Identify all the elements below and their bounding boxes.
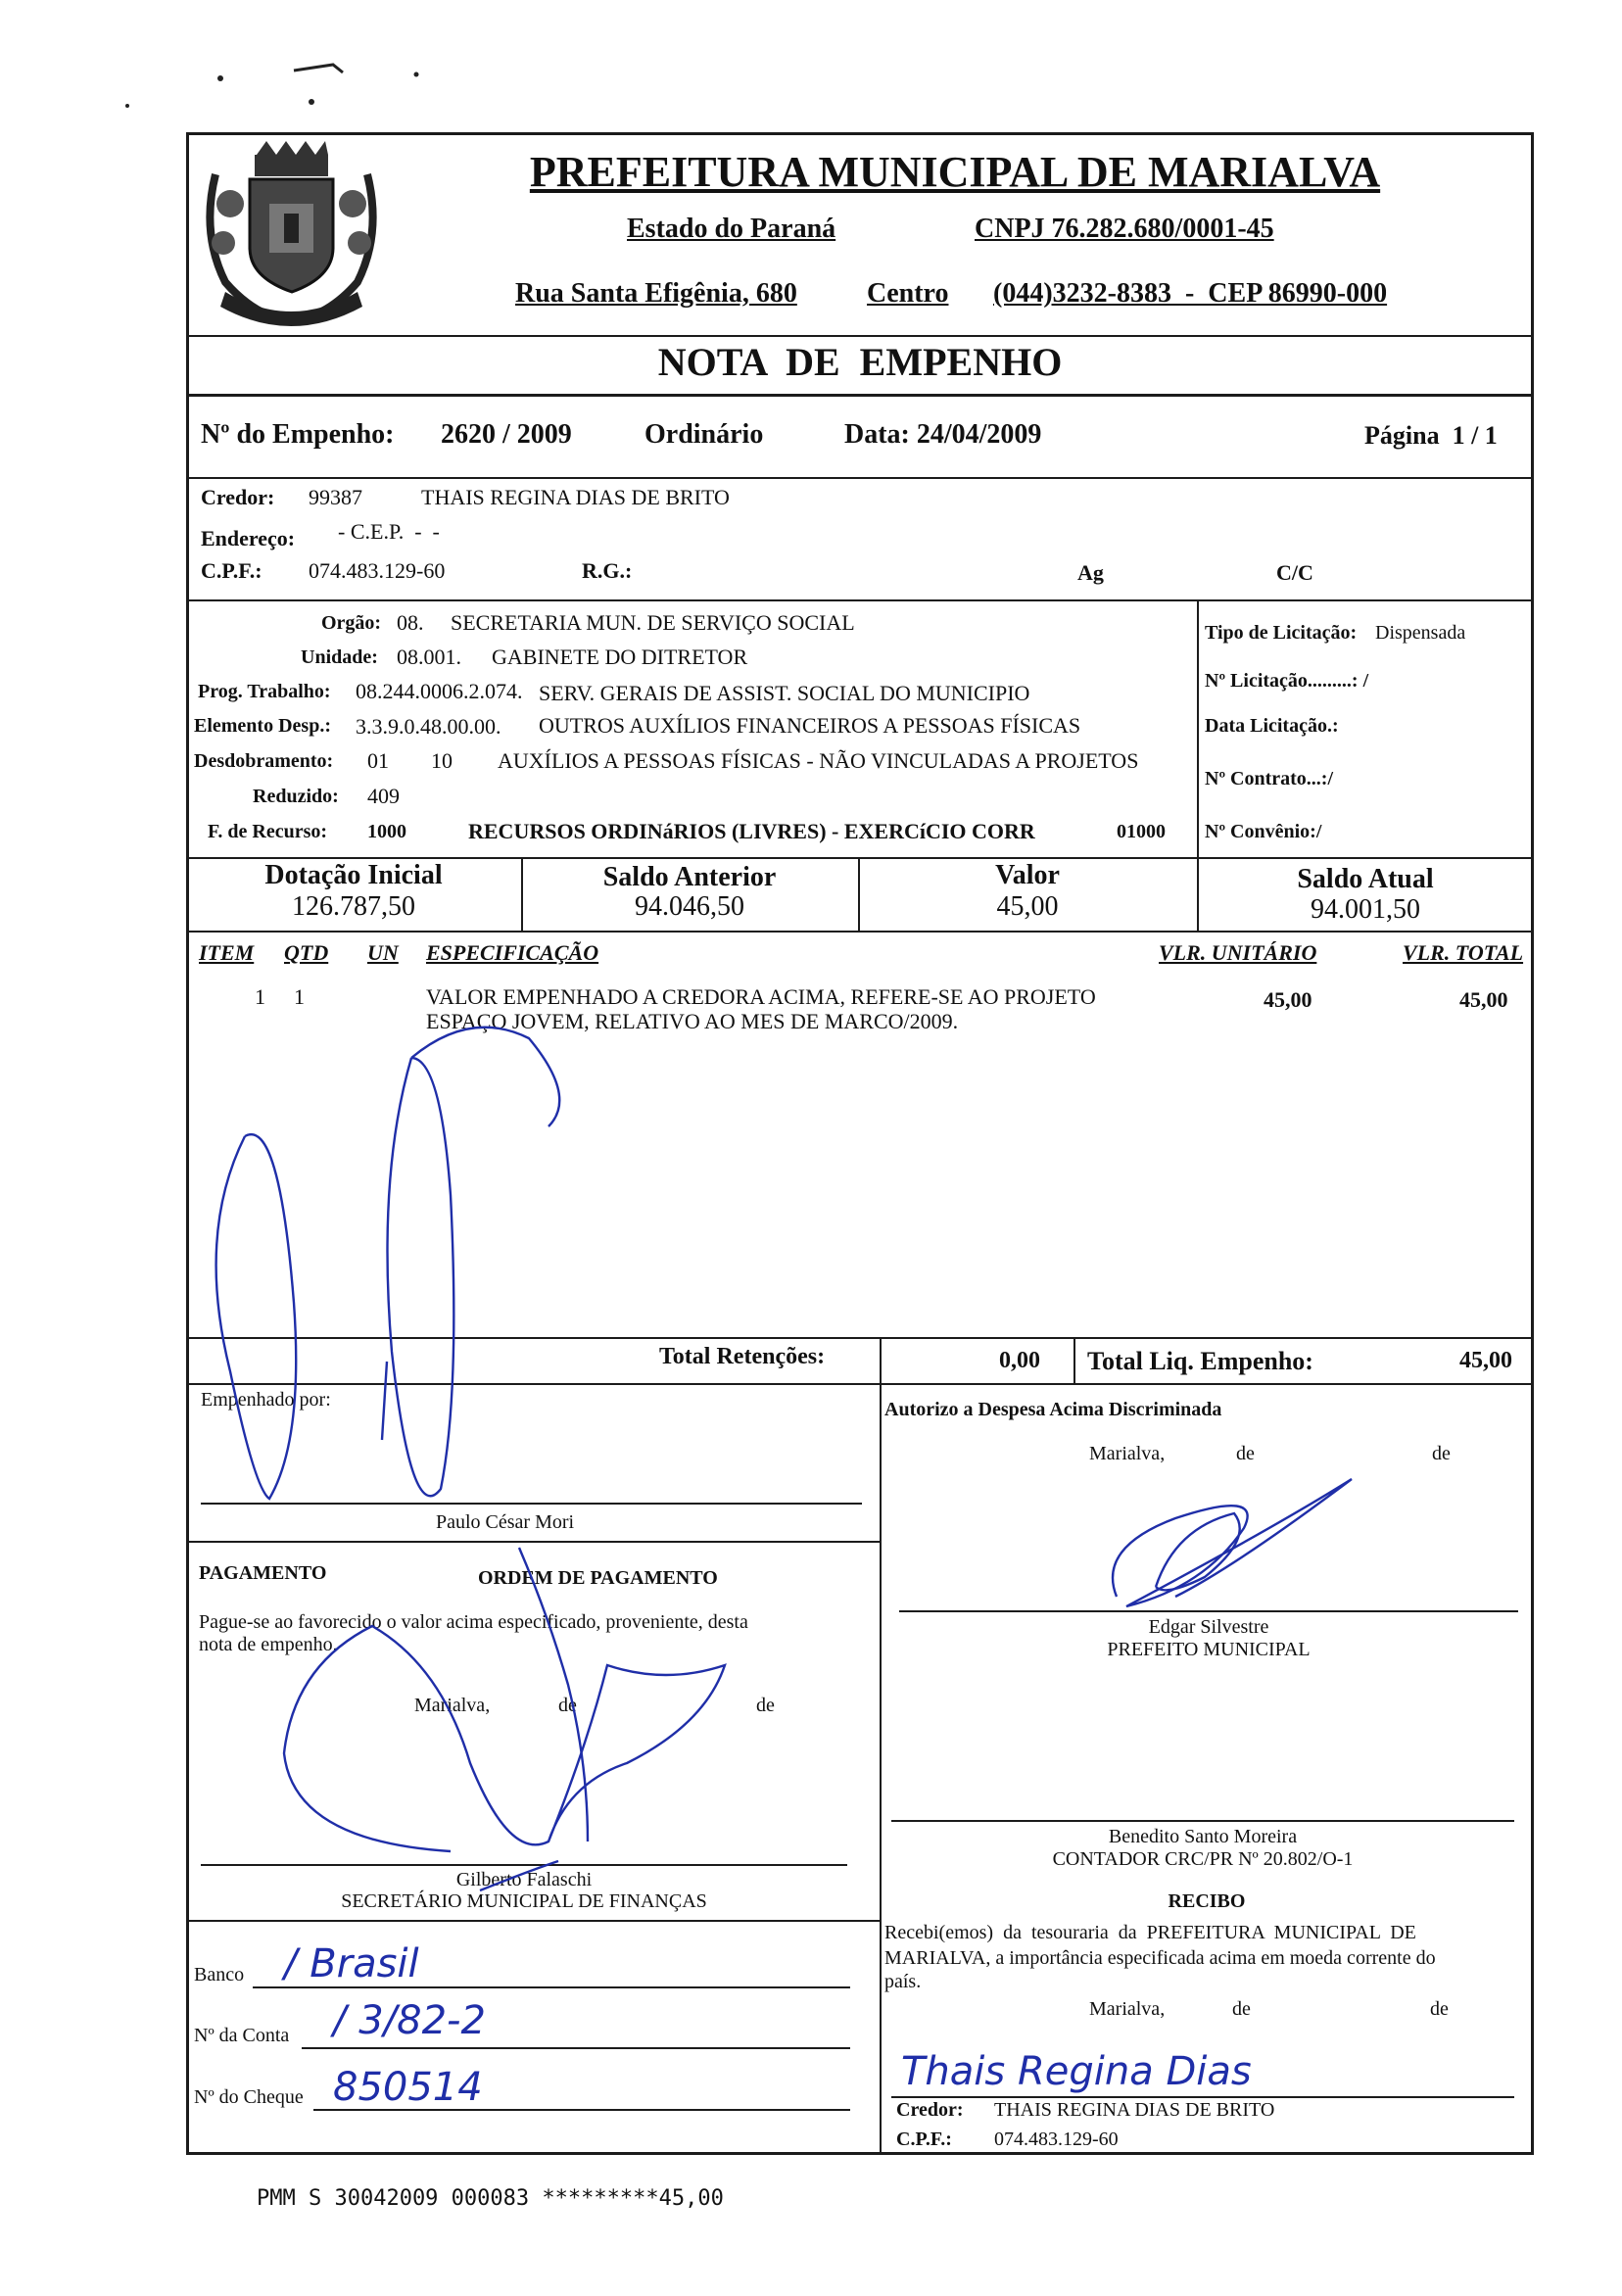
recibo-text-2: MARIALVA, a importância especificada acima em moeda corrente do xyxy=(884,1947,1436,1969)
row-spec-1: VALOR EMPENHADO A CREDORA ACIMA, REFERE-SE AO PROJETO xyxy=(426,984,1096,1009)
row-unit-value: 45,00 xyxy=(1264,987,1312,1012)
tipo-licitacao-label: Tipo de Licitação: xyxy=(1205,622,1358,644)
row-item: 1 xyxy=(255,984,265,1009)
unidade-name: GABINETE DO DITRETOR xyxy=(492,645,748,669)
pagamento-de-1: de xyxy=(558,1695,577,1716)
conta-value: / 3/82-2 xyxy=(333,1998,486,2043)
contador-name: Benedito Santo Moreira xyxy=(1108,1826,1298,1847)
pagamento-text-1: Pague-se ao favorecido o valor acima especificado, proveniente, desta xyxy=(199,1611,748,1633)
contador-title: CONTADOR CRC/PR Nº 20.802/O-1 xyxy=(1052,1848,1354,1870)
recibo-de-1: de xyxy=(1232,1998,1251,2020)
recibo-city: Marialva, xyxy=(1089,1998,1166,2020)
valor-label: Valor xyxy=(995,860,1060,890)
ag-label: Ag xyxy=(1077,560,1104,585)
unidade-label: Unidade: xyxy=(301,646,378,668)
row-spec-2: ESPAÇO JOVEM, RELATIVO AO MES DE MARCO/2009. xyxy=(426,1009,959,1033)
cpf-label: C.P.F.: xyxy=(201,558,262,583)
banco-value: / Brasil xyxy=(284,1941,419,1986)
street-address: Rua Santa Efigênia, 680 xyxy=(515,278,797,309)
elemento-name: OUTROS AUXÍLIOS FINANCEIROS A PESSOAS FÍSICAS xyxy=(539,713,1081,738)
phone-cep: (044)3232-8383 - CEP 86990-000 xyxy=(993,278,1388,309)
autorizo-label: Autorizo a Despesa Acima Discriminada xyxy=(884,1399,1222,1420)
recibo-cpf-value: 074.483.129-60 xyxy=(994,2129,1119,2150)
recibo-cpf-label: C.P.F.: xyxy=(896,2129,952,2150)
recibo-de-2: de xyxy=(1430,1998,1449,2020)
autorizo-de-2: de xyxy=(1432,1443,1451,1464)
dotacao-label: Dotação Inicial xyxy=(264,860,443,890)
scan-marks xyxy=(0,0,1622,137)
desdobramento-code-a: 01 xyxy=(367,748,389,773)
reduzido-value: 409 xyxy=(367,784,400,808)
rg-label: R.G.: xyxy=(582,558,633,583)
pagamento-city: Marialva, xyxy=(414,1695,491,1716)
desdobramento-label: Desdobramento: xyxy=(194,750,334,772)
col-unit-value: VLR. UNITÁRIO xyxy=(1159,940,1317,965)
col-qtd: QTD xyxy=(284,940,329,965)
col-un: UN xyxy=(367,940,399,965)
orgao-label: Orgão: xyxy=(321,612,382,634)
recurso-code: 1000 xyxy=(367,821,406,842)
saldo-atual-label: Saldo Atual xyxy=(1297,864,1434,894)
endereco-value: - C.E.P. - - xyxy=(338,519,440,544)
cc-label: C/C xyxy=(1276,560,1313,585)
saldo-atual-value: 94.001,50 xyxy=(1311,894,1420,925)
col-total-value: VLR. TOTAL xyxy=(1403,940,1524,965)
prog-code: 08.244.0006.2.074. xyxy=(356,679,523,703)
cheque-value: 850514 xyxy=(333,2065,483,2110)
orgao-code: 08. xyxy=(397,610,424,635)
pagamento-de-2: de xyxy=(756,1695,775,1716)
row-qtd: 1 xyxy=(294,984,305,1009)
recibo-text-3: país. xyxy=(884,1971,922,1992)
unidade-code: 08.001. xyxy=(397,645,461,669)
retencoes-value: 0,00 xyxy=(999,1348,1040,1373)
secretario-name: Gilberto Falaschi xyxy=(455,1869,593,1890)
prog-name: SERV. GERAIS DE ASSIST. SOCIAL DO MUNICIPIO xyxy=(539,681,1030,705)
saldo-anterior-value: 94.046,50 xyxy=(635,891,744,922)
col-spec: ESPECIFICAÇÃO xyxy=(426,940,599,965)
valor-value: 45,00 xyxy=(996,891,1059,922)
elemento-label: Elemento Desp.: xyxy=(194,715,331,737)
prog-label: Prog. Trabalho: xyxy=(198,681,331,702)
prefeito-title: PREFEITO MUNICIPAL xyxy=(1107,1639,1311,1660)
col-item: ITEM xyxy=(199,940,255,965)
cpf-value: 074.483.129-60 xyxy=(309,558,446,583)
ordem-pagamento-label: ORDEM DE PAGAMENTO xyxy=(478,1567,718,1589)
orgao-name: SECRETARIA MUN. DE SERVIÇO SOCIAL xyxy=(451,610,855,635)
reduzido-label: Reduzido: xyxy=(253,786,339,807)
prefeito-name: Edgar Silvestre xyxy=(1148,1616,1269,1638)
conta-label: Nº da Conta xyxy=(194,2025,290,2046)
data-licitacao: Data Licitação.: xyxy=(1205,715,1339,737)
recurso-name: RECURSOS ORDINáRIOS (LIVRES) - EXERCíCIO CORR xyxy=(468,819,1035,843)
retencoes-label: Total Retenções: xyxy=(659,1344,826,1369)
banco-label: Banco xyxy=(194,1964,245,1985)
empenhado-label: Empenhado por: xyxy=(201,1389,331,1411)
credor-code: 99387 xyxy=(309,485,362,509)
liq-label: Total Liq. Empenho: xyxy=(1087,1347,1313,1375)
recurso-suffix: 01000 xyxy=(1117,821,1166,842)
seal-text: MARIALVA xyxy=(258,292,324,307)
endereco-label: Endereço: xyxy=(201,526,296,550)
recibo-credor-label: Credor: xyxy=(896,2099,964,2121)
document-title: NOTA DE EMPENHO xyxy=(657,340,1063,384)
pagamento-text-2: nota de empenho. xyxy=(199,1634,338,1655)
saldo-anterior-label: Saldo Anterior xyxy=(602,862,777,892)
recurso-label: F. de Recurso: xyxy=(208,821,328,842)
pagamento-label: PAGAMENTO xyxy=(199,1562,327,1584)
district: Centro xyxy=(867,278,949,309)
credor-label: Credor: xyxy=(201,485,275,509)
page-title: PREFEITURA MUNICIPAL DE MARIALVA xyxy=(529,148,1381,196)
dotacao-value: 126.787,50 xyxy=(292,891,415,922)
cheque-label: Nº do Cheque xyxy=(194,2086,304,2108)
empenho-type: Ordinário xyxy=(644,419,764,450)
autorizo-de-1: de xyxy=(1236,1443,1255,1464)
empenho-label: Nº do Empenho: xyxy=(201,419,395,450)
liq-value: 45,00 xyxy=(1459,1348,1512,1373)
empenhado-name: Paulo César Mori xyxy=(436,1511,575,1533)
numero-licitacao: Nº Licitação.........: / xyxy=(1205,670,1369,692)
municipal-seal xyxy=(196,135,387,331)
cnpj: CNPJ 76.282.680/0001-45 xyxy=(975,214,1274,244)
recibo-title: RECIBO xyxy=(1168,1890,1246,1912)
desdobramento-name: AUXÍLIOS A PESSOAS FÍSICAS - NÃO VINCULADAS A PROJETOS xyxy=(498,748,1139,773)
recibo-signature: Thais Regina Dias xyxy=(901,2049,1252,2094)
footer-code: PMM S 30042009 000083 *********45,00 xyxy=(257,2186,724,2211)
autorizo-city: Marialva, xyxy=(1089,1443,1166,1464)
state-name: Estado do Paraná xyxy=(627,214,836,244)
empenho-date: Data: 24/04/2009 xyxy=(844,419,1042,450)
elemento-code: 3.3.9.0.48.00.00. xyxy=(356,714,501,739)
numero-convenio: Nº Convênio:/ xyxy=(1205,821,1322,842)
page-indicator: Página 1 / 1 xyxy=(1364,421,1498,450)
tipo-licitacao-value: Dispensada xyxy=(1375,622,1466,644)
row-total-value: 45,00 xyxy=(1459,987,1508,1012)
numero-contrato: Nº Contrato...:/ xyxy=(1205,768,1334,789)
empenho-number: 2620 / 2009 xyxy=(441,419,572,450)
recibo-credor-name: THAIS REGINA DIAS DE BRITO xyxy=(994,2099,1275,2121)
recibo-text-1: Recebi(emos) da tesouraria da PREFEITURA MUNICIPAL DE xyxy=(884,1922,1416,1943)
credor-name: THAIS REGINA DIAS DE BRITO xyxy=(421,485,730,509)
desdobramento-code-b: 10 xyxy=(431,748,453,773)
secretario-title: SECRETÁRIO MUNICIPAL DE FINANÇAS xyxy=(341,1890,707,1912)
